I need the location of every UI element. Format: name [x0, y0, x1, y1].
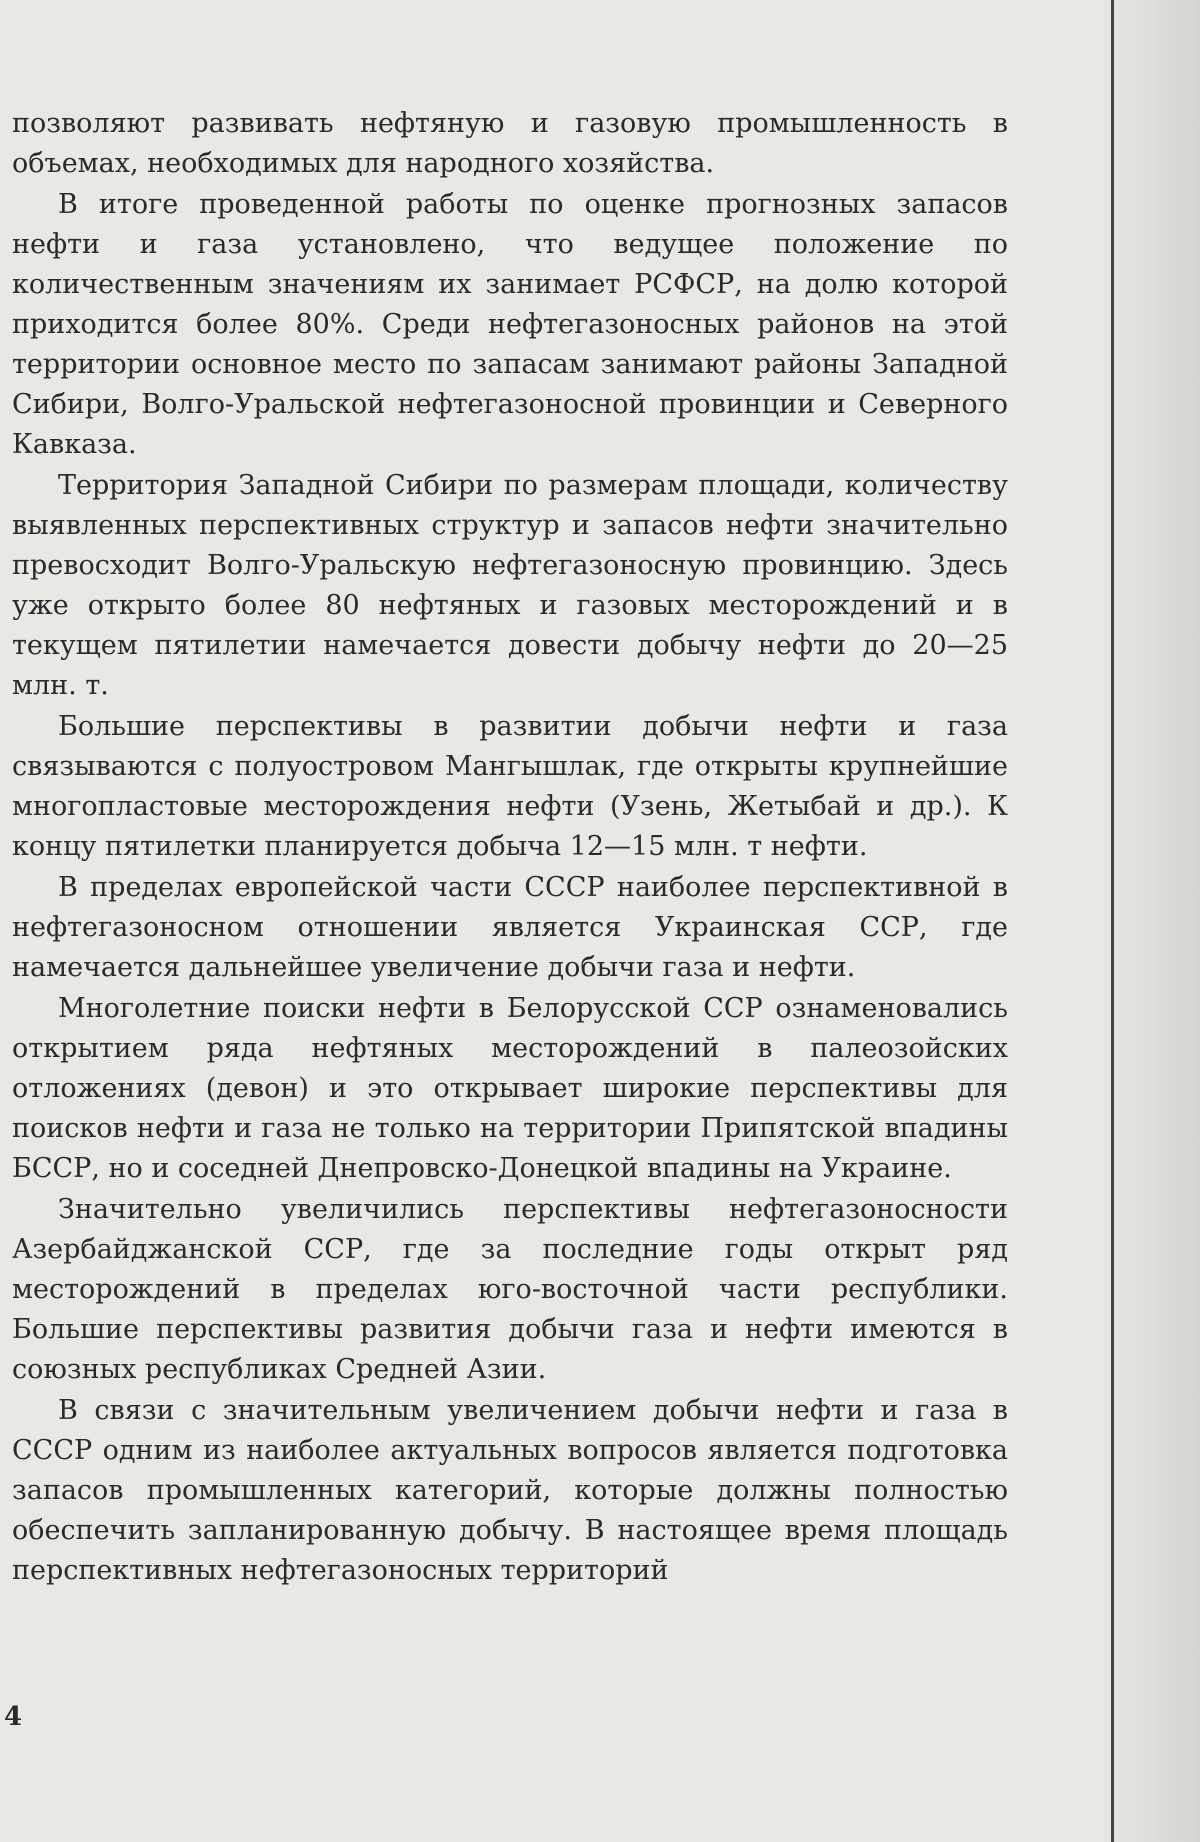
paragraph: Значительно увеличились перспективы нефтегазоносности Азербайджанской ССР, где за последние годы открыт ряд месторождений в пределах юго-восточной части республики. Большие перспективы развития добычи газа и нефти имеются в союзных республиках Средней Азии.: [12, 1194, 1008, 1385]
paragraph: Большие перспективы в развитии добычи нефти и газа связываются с полуостровом Мангышлак, где открыты крупнейшие многопластовые месторождения нефти (Узень, Жетыбай и др.). К концу пятилетки планируется добыча 12—15 млн. т нефти.: [12, 711, 1008, 862]
binding-fold-line: [1111, 0, 1114, 1842]
page-edge-shadow: [1104, 0, 1200, 1842]
paragraph: Многолетние поиски нефти в Белорусской ССР ознаменовались открытием ряда нефтяных месторождений в палеозойских отложениях (девон) и это открывает широкие перспективы для поисков нефти и газа не только на территории Припятской впадины БССР, но и соседней Днепровско-Донецкой впадины на Украине.: [12, 993, 1008, 1184]
page-number: 4: [4, 1702, 23, 1732]
paragraph: В итоге проведенной работы по оценке прогнозных запасов нефти и газа установлено, что ведущее положение по количественным значениям их занимает РСФСР, на долю которой приходится более 80%. Среди нефтегазоносных районов на этой территории основное место по запасам занимают районы Западной Сибири, Волго-Уральской нефтегазоносной провинции и Северного Кавказа.: [12, 189, 1008, 460]
paragraph: В связи с значительным увеличением добычи нефти и газа в СССР одним из наиболее актуальных вопросов является подготовка запасов промышленных категорий, которые должны полностью обеспечить запланированную добычу. В настоящее время площадь перспективных нефтегазоносных территорий: [12, 1395, 1008, 1586]
paragraph: В пределах европейской части СССР наиболее перспективной в нефтегазоносном отношении является Украинская ССР, где намечается дальнейшее увеличение добычи газа и нефти.: [12, 872, 1008, 983]
paragraph: Территория Западной Сибири по размерам площади, количеству выявленных перспективных структур и запасов нефти значительно превосходит Волго-Уральскую нефтегазоносную провинцию. Здесь уже открыто более 80 нефтяных и газовых месторождений и в текущем пятилетии намечается довести добычу нефти до 20—25 млн. т.: [12, 470, 1008, 701]
body-text: [12, 104, 1008, 1592]
paragraph: позволяют развивать нефтяную и газовую промышленность в объемах, необходимых для народного хозяйства.: [12, 108, 1008, 179]
